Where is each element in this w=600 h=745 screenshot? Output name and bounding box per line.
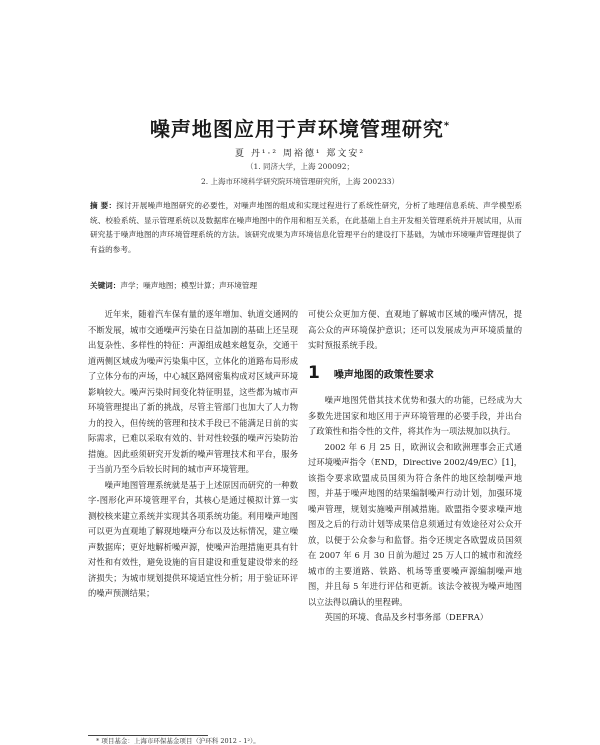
left-column — [88, 307, 298, 602]
right-column — [308, 307, 522, 626]
body-paragraph: 英国的环境、食品及乡村事务部（DEFRA） — [324, 612, 489, 622]
body-paragraph: 近年来，随着汽车保有量的逐年增加、轨道交通网的不断发展，城市交通噪声污染在日益加剧的基础上还呈现出复杂性、多样性的特征：声源组成越来越复杂，交通干道两侧区域成为噪声污染集中区，立体化的道路布局形成了立体分布的声场，中心城区路网密集构成对区域声环境影响较大。噪声污染时间变化特征明显，这些都为城市声环境管理提出了新的挑战，尽管主管部门也加大了人力物力的投入，但传统的管理和技术手段已不能满足日前的实际需求，已难以采取有效的、针对性较强的噪声污染防治措施。因此亟须研究开发新的噪声管理技术和平台，服务于当前乃至今后较长时间的城市声环境管理。 — [88, 309, 298, 474]
section-number: 1 — [308, 362, 320, 383]
title-footnote-mark: * — [443, 120, 451, 132]
body-paragraph: 噪声地图管理系统就是基于上述原因而研究的一种数字-图形化声环境管理平台，其核心是通过模拟计算一实测校核来建立系统并实现其各项系统功能。利用噪声地图可以更为直观地了解现地噪声分布以及达标情况，建立噪声数据库；更好地解析噪声源，使噪声治理措施更具有针对性和有效性，避免设施的盲目建设和重复建设带来的经济损失；为城市规划提供环境适宜性分析；用于验证环评的噪声预测结果； — [88, 479, 298, 598]
section-title: 噪声地图的政策性要求 — [333, 369, 434, 381]
body-paragraph: 噪声地图凭借其技术优势和强大的功能，已经成为大多数先进国家和地区用于声环境管理的必要手段，并出台了政策性和指令性的文件，将其作为一项法规加以执行。 — [308, 395, 522, 436]
abstract-text: 探讨开展噪声地图研究的必要性，对噪声地图的组成和实现过程进行了系统性研究，分析了地理信息系统、声学模型系统、校验系统、显示管理系统以及数据库在噪声地图中的作用和相互关系，在此基础上自主开发相关管理系统并开展试用，从而研究基于噪声地图的声环境管理系统的方法。该研究成果为声环境信息化管理平台的建设打下基础，为城市环境噪声管理提供了有益的参考。 — [90, 201, 522, 254]
keywords — [90, 280, 522, 291]
keywords-text: 声学；噪声地图；模型计算；声环境管理 — [120, 281, 258, 290]
footnote-divider — [88, 735, 208, 736]
affiliation-1: （1. 同济大学，上海 200092； — [245, 162, 355, 171]
title-text: 噪声地图应用于声环境管理研究 — [149, 117, 444, 141]
keywords-label: 关键词： — [90, 281, 121, 290]
authors-line: 夏 丹¹·² 周裕德¹ 郑文安² — [235, 149, 365, 159]
body-paragraph: 2002 年 6 月 25 日，欧洲议会和欧洲理事会正式通过环境噪声指令（END，Directive 2002/49/EC）[1]，该指令要求欧盟成员国须为符合条件的地区绘制噪声地图，并基于噪声地图的结果编制噪声行动计划，加强环境噪声管理，规划实施噪声削减措施。欧盟指令要求噪声地图及之后的行动计划等成果信息须通过有效途径对公众开放，以便于公众参与和监督。指令还规定各欧盟成员国须在 2007 年 6 月 30 日前为超过 25 万人口的城市和流经城市的主要道路、铁路、机场等重要噪声源编制噪声地图，并且每 5 年进行评估和更新。该法令被视为噪声地图以立法得以确认的里程碑。 — [308, 441, 522, 607]
section-heading — [308, 362, 522, 384]
affiliation-2: 2. 上海市环境科学研究院环境管理研究所，上海 200233） — [200, 177, 400, 186]
paper-title — [0, 113, 600, 142]
body-paragraph: 可使公众更加方便、直观地了解城市区域的噪声情况，提高公众的声环境保护意识；还可以发展成为声环境质量的实时预报系统手段。 — [308, 309, 522, 350]
abstract-label: 摘 要： — [90, 201, 117, 210]
footnote: * 项目基金：上海市环保基金项目（沪环科 2012 - 1²）。 — [96, 737, 260, 745]
abstract — [90, 199, 522, 257]
